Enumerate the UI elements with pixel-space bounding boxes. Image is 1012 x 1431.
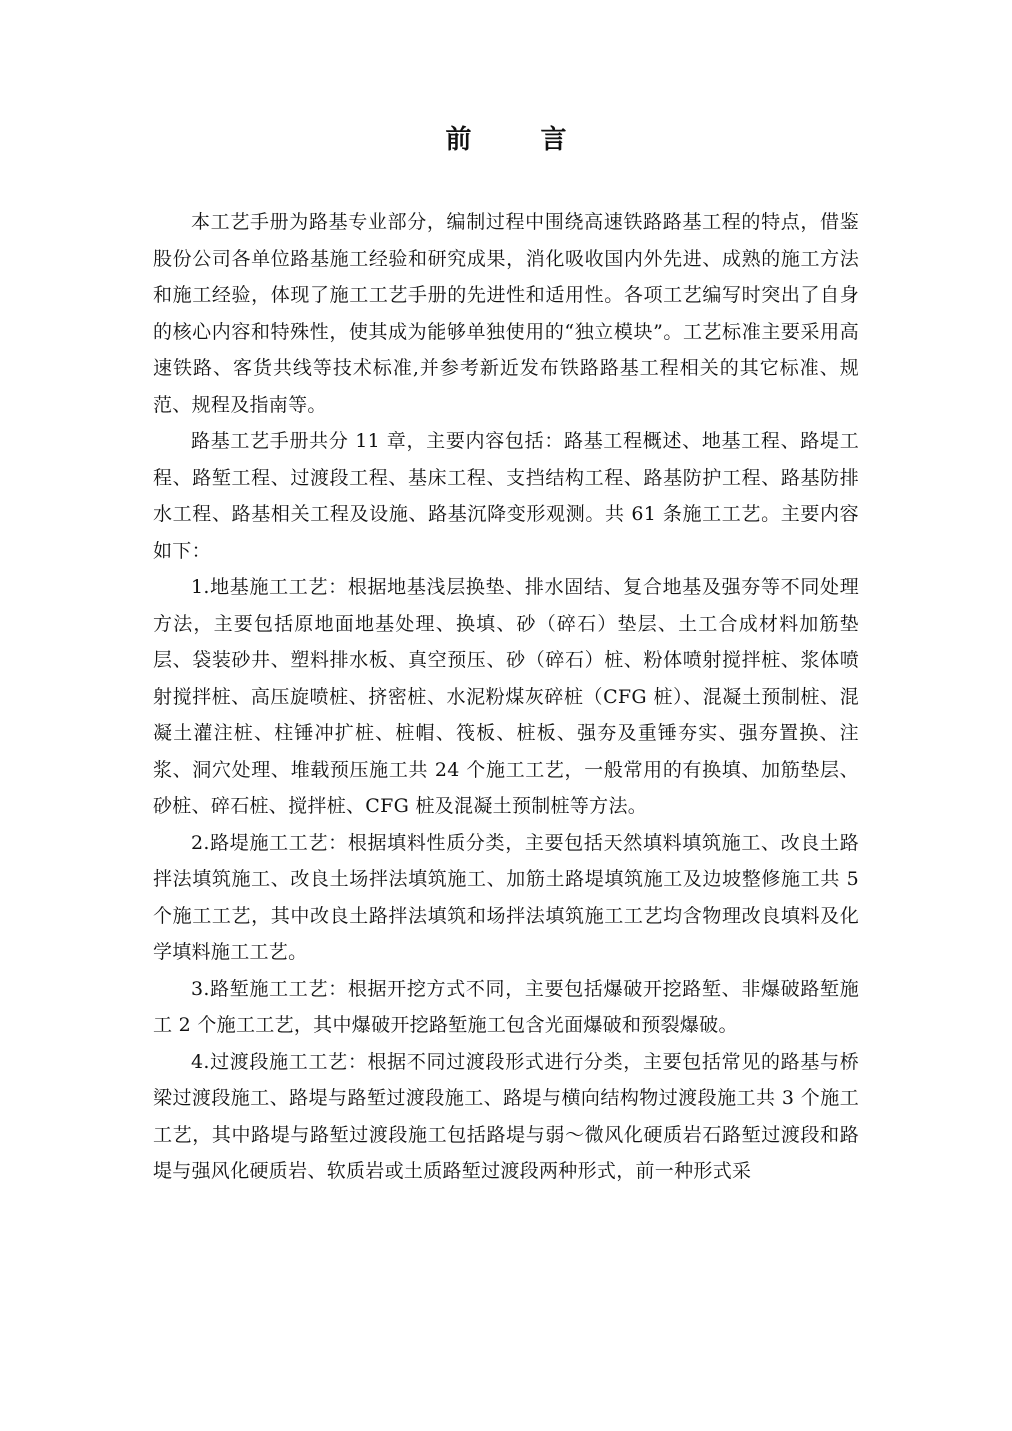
page-title: 前 言 — [445, 125, 597, 155]
paragraph-overview: 路基工艺手册共分 11 章，主要内容包括：路基工程概述、地基工程、路堤工程、路堑工程、过渡段工程、基床工程、支挡结构工程、路基防护工程、路基防排水工程、路基相关工程及设施、路基沉降变形观测。共 61 条施工工艺。主要内容如下： — [153, 430, 859, 562]
paragraph-transition: 4.过渡段施工工艺：根据不同过渡段形式进行分类，主要包括常见的路基与桥梁过渡段施工、路堤与路堑过渡段施工、路堤与横向结构物过渡段施工共 3 个施工工艺，其中路堤与路堑过渡段施工包括路堤与弱～微风化硬质岩石路堑过渡段和路堤与强风化硬质岩、软质岩或土质路堑过渡段两种形式，前一种形式采 — [153, 1050, 859, 1182]
document-body — [153, 204, 859, 1190]
paragraph-foundation: 1.地基施工工艺：根据地基浅层换垫、排水固结、复合地基及强夯等不同处理方法，主要包括原地面地基处理、换填、砂（碎石）垫层、土工合成材料加筋垫层、袋装砂井、塑料排水板、真空预压、砂（碎石）桩、粉体喷射搅拌桩、浆体喷射搅拌桩、高压旋喷桩、挤密桩、水泥粉煤灰碎桩（CFG 桩）、混凝土预制桩、混凝土灌注桩、柱锤冲扩桩、桩帽、筏板、桩板、强夯及重锤夯实、强夯置换、注浆、洞穴处理、堆载预压施工共 24 个施工工艺，一般常用的有换填、加筋垫层、砂桩、碎石桩、搅拌桩、CFG 桩及混凝土预制桩等方法。 — [153, 576, 859, 817]
paragraph-intro: 本工艺手册为路基专业部分，编制过程中围绕高速铁路路基工程的特点，借鉴股份公司各单位路基施工经验和研究成果，消化吸收国内外先进、成熟的施工方法和施工经验，体现了施工工艺手册的先进性和适用性。各项工艺编写时突出了自身的核心内容和特殊性，使其成为能够单独使用的“独立模块”。工艺标准主要采用高速铁路、客货共线等技术标准,并参考新近发布铁路路基工程相关的其它标准、规范、规程及指南等。 — [153, 211, 859, 416]
paragraph-embankment: 2.路堤施工工艺：根据填料性质分类，主要包括天然填料填筑施工、改良土路拌法填筑施工、改良土场拌法填筑施工、加筋土路堤填筑施工及边坡整修施工共 5 个施工工艺，其中改良土路拌法填筑和场拌法填筑施工工艺均含物理改良填料及化学填料施工工艺。 — [153, 831, 859, 963]
paragraph-cutting: 3.路堑施工工艺：根据开挖方式不同，主要包括爆破开挖路堑、非爆破路堑施工 2 个施工工艺，其中爆破开挖路堑施工包含光面爆破和预裂爆破。 — [153, 977, 859, 1036]
